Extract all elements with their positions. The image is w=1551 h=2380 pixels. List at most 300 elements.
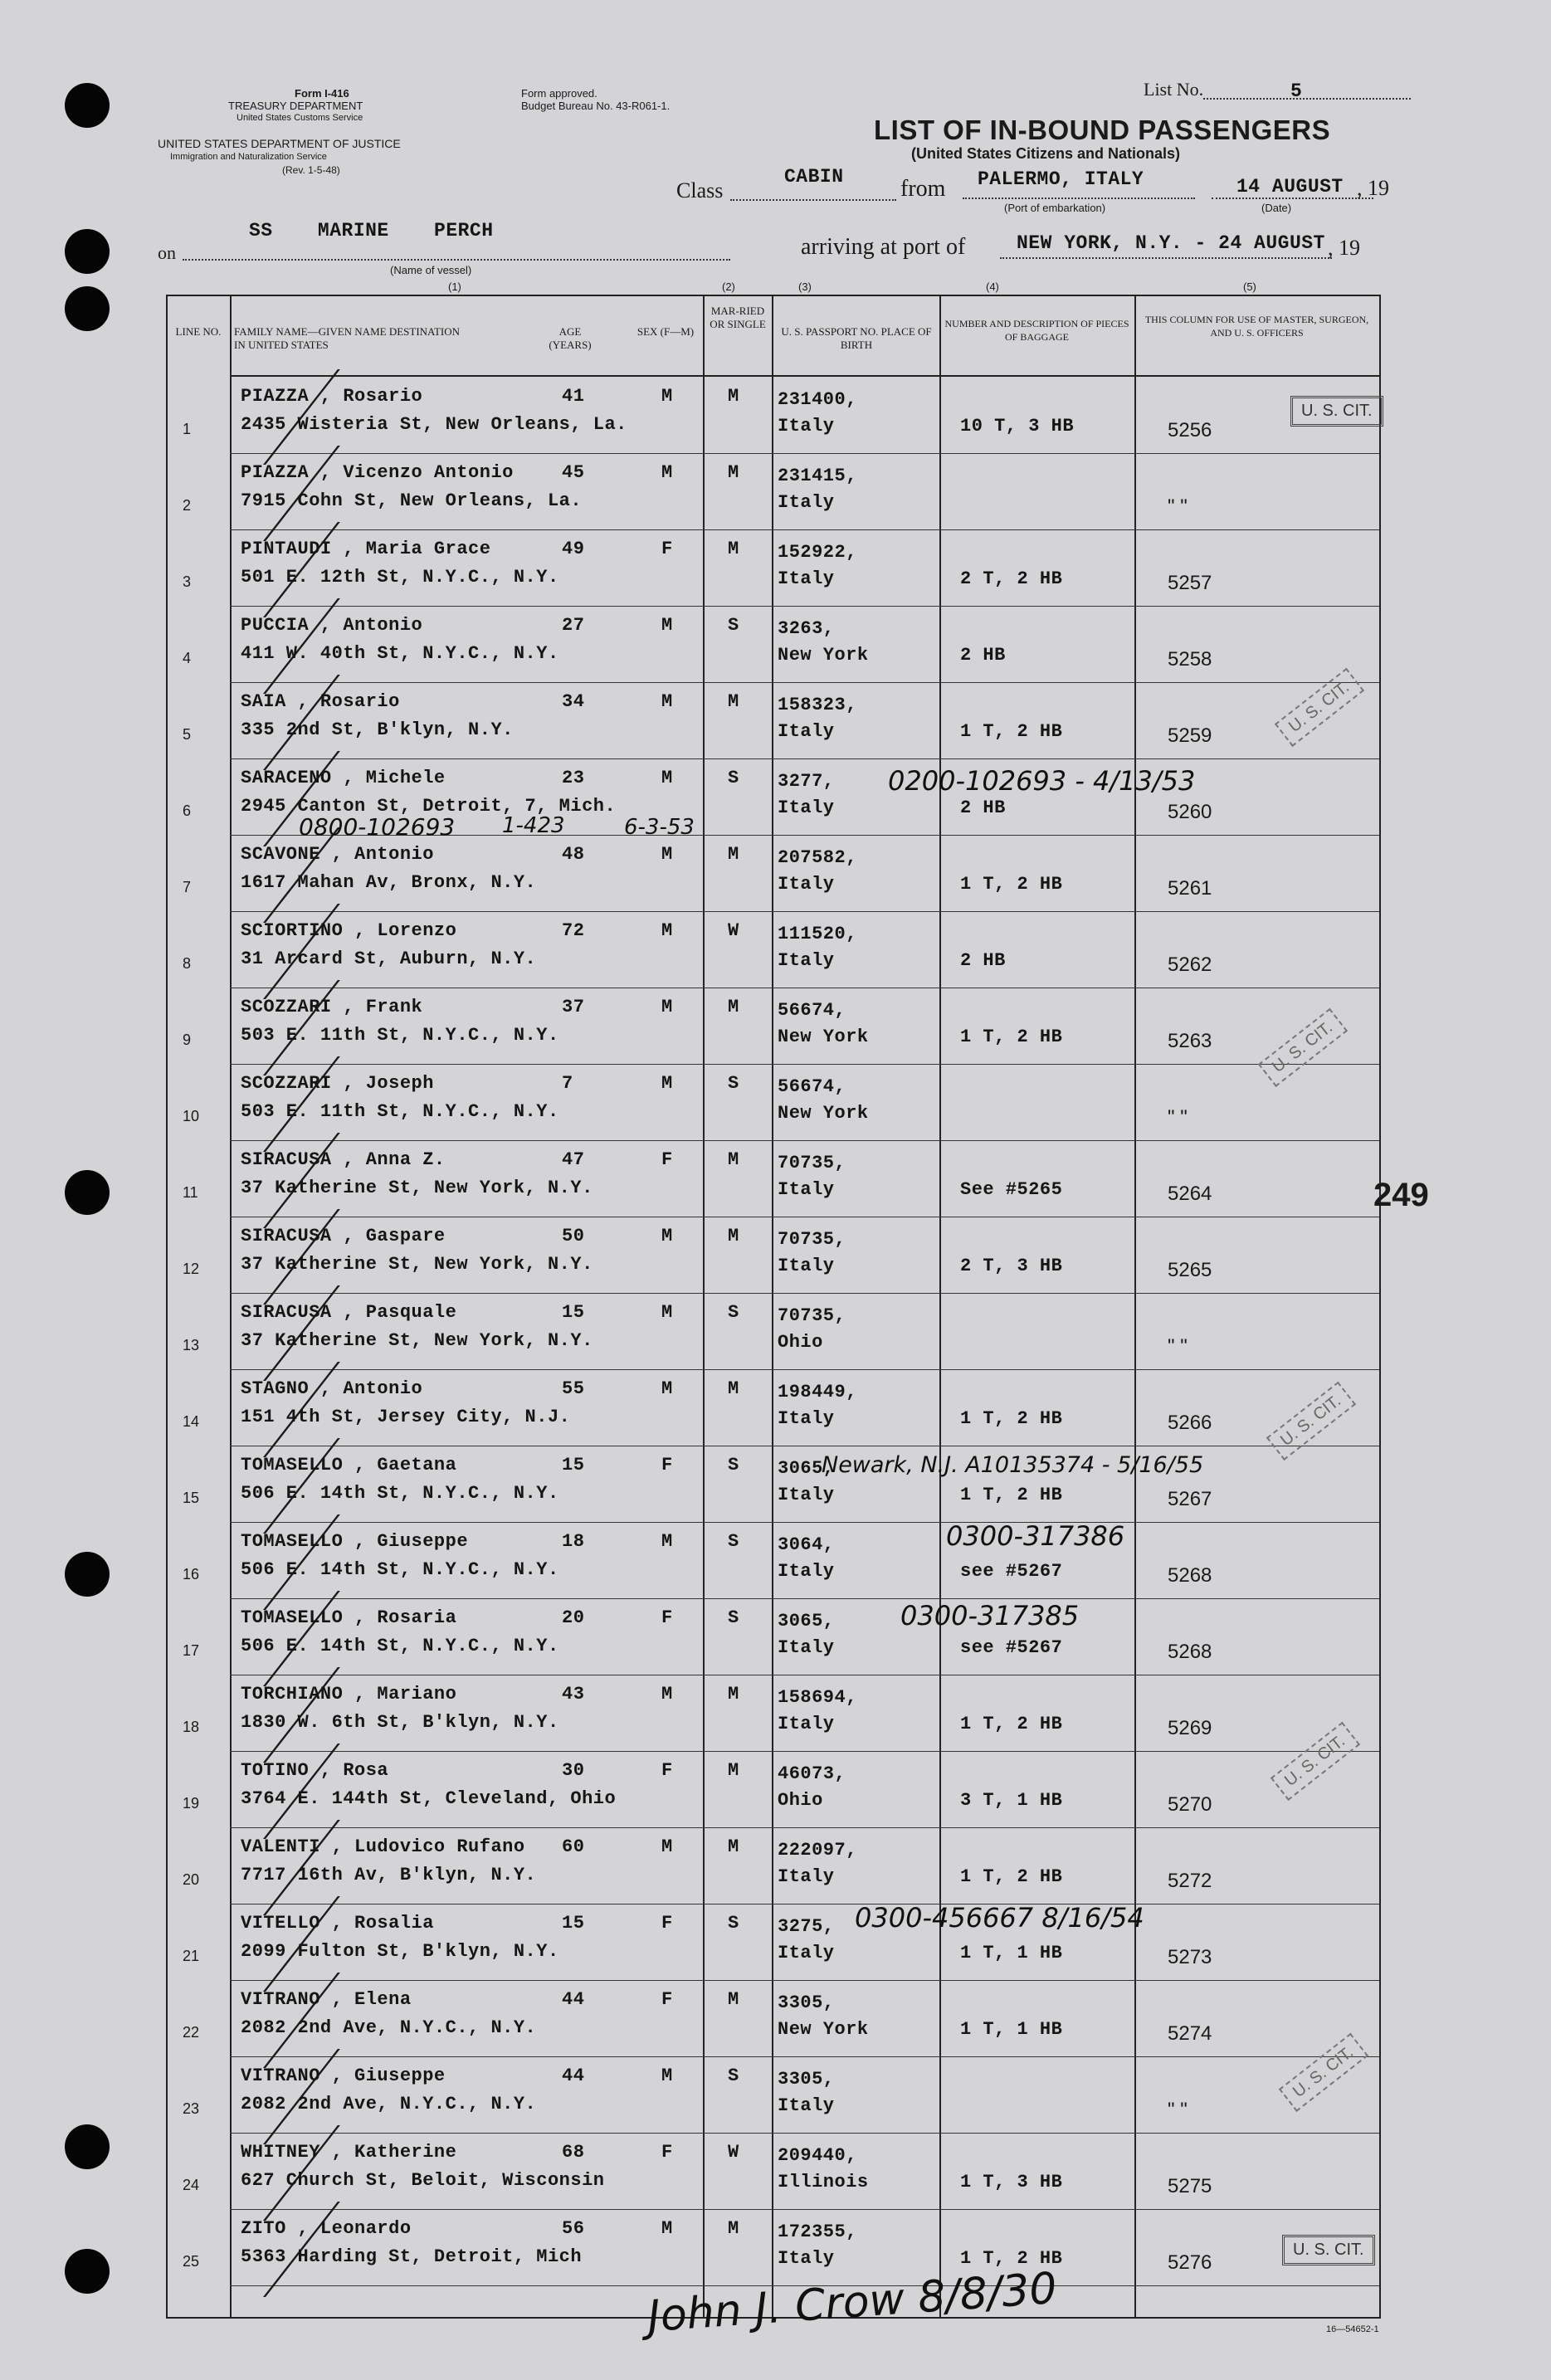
- col-index-4: (4): [986, 280, 999, 293]
- passenger-name: SIRACUSA , Anna Z.: [241, 1149, 446, 1170]
- baggage-tag-number: 5269: [1168, 1717, 1212, 1739]
- passenger-name: VITRANO , Giuseppe: [241, 2065, 446, 2086]
- form-number: Form I-416: [295, 87, 349, 100]
- marital-status: M: [728, 844, 739, 865]
- embarkation-port: PALERMO, ITALY: [978, 168, 1144, 190]
- passenger-address: 151 4th St, Jersey City, N.J.: [241, 1407, 571, 1427]
- baggage: see #5267: [960, 1637, 1063, 1658]
- table-row: [168, 683, 1379, 759]
- passenger-address: 37 Katherine St, New York, N.Y.: [241, 1254, 593, 1275]
- marital-status: M: [728, 1989, 739, 2010]
- handwritten-note: 0300-317386: [946, 1520, 1125, 1552]
- passenger-age: 49: [562, 539, 585, 559]
- passenger-sex: M: [661, 1531, 673, 1552]
- col-age: AGE (YEARS): [549, 325, 592, 351]
- passenger-address: 335 2nd St, B'klyn, N.Y.: [241, 719, 514, 740]
- passport-number: 70735,: [778, 1153, 846, 1173]
- birthplace: Italy: [778, 1714, 835, 1734]
- passenger-name: TOTINO , Rosa: [241, 1760, 389, 1781]
- passenger-age: 45: [562, 462, 585, 483]
- passenger-name: WHITNEY , Katherine: [241, 2142, 457, 2163]
- passenger-address: 2082 2nd Ave, N.Y.C., N.Y.: [241, 2094, 537, 2114]
- passenger-sex: M: [661, 997, 673, 1017]
- passport-number: 158323,: [778, 695, 857, 715]
- line-number: 16: [183, 1566, 200, 1583]
- passenger-address: 627 Church St, Beloit, Wisconsin: [241, 2170, 605, 2191]
- baggage-tag-number: 5272: [1168, 1870, 1212, 1892]
- marital-status: S: [728, 1302, 739, 1323]
- passenger-sex: F: [661, 539, 673, 559]
- passenger-sex: M: [661, 1302, 673, 1323]
- marital-status: M: [728, 1149, 739, 1170]
- col-index-3: (3): [798, 280, 812, 293]
- col-name-destination: FAMILY NAME—GIVEN NAME DESTINATION IN UNITED STATES: [234, 325, 461, 351]
- table-row: [168, 1065, 1379, 1141]
- punch-hole: [65, 1170, 110, 1215]
- birthplace: Italy: [778, 797, 835, 818]
- passenger-age: 20: [562, 1607, 585, 1628]
- passenger-name: PINTAUDI , Maria Grace: [241, 539, 491, 559]
- passport-number: 3275,: [778, 1916, 835, 1937]
- passenger-age: 15: [562, 1455, 585, 1475]
- justice-department: UNITED STATES DEPARTMENT OF JUSTICE: [158, 137, 401, 150]
- marital-status: S: [728, 1073, 739, 1094]
- passenger-sex: F: [661, 1607, 673, 1628]
- baggage-tag-number: 5270: [1168, 1793, 1212, 1816]
- passenger-name: ZITO , Leonardo: [241, 2218, 412, 2239]
- line-number: 9: [183, 1031, 192, 1048]
- marital-status: M: [728, 1684, 739, 1705]
- marital-status: S: [728, 615, 739, 636]
- marital-status: M: [728, 462, 739, 483]
- passenger-name: SAIA , Rosario: [241, 691, 400, 712]
- passenger-address: 1830 W. 6th St, B'klyn, N.Y.: [241, 1712, 559, 1733]
- baggage-tag-number: 5275: [1168, 2175, 1212, 2197]
- passenger-sex: F: [661, 1149, 673, 1170]
- col-index-2: (2): [722, 280, 735, 293]
- passport-number: 3065,: [778, 1611, 835, 1631]
- us-citizen-stamp: U. S. CIT.: [1282, 2235, 1375, 2265]
- table-row: [168, 1141, 1379, 1217]
- baggage: 1 T, 1 HB: [960, 1943, 1063, 1963]
- baggage: 1 T, 2 HB: [960, 2248, 1063, 2269]
- birthplace: New York: [778, 1103, 869, 1124]
- baggage: 2 HB: [960, 645, 1006, 666]
- vessel-name: SS MARINE PERCH: [249, 220, 494, 241]
- arrival-year: , 19: [1328, 236, 1360, 260]
- passport-number: 231400,: [778, 389, 857, 410]
- us-citizen-stamp: U. S. CIT.: [1271, 1722, 1360, 1801]
- baggage-tag-number: 5261: [1168, 877, 1212, 900]
- passenger-name: VITRANO , Elena: [241, 1989, 412, 2010]
- signature: John J. Crow 8/8/30: [646, 2263, 1059, 2343]
- passenger-name: SCIORTINO , Lorenzo: [241, 920, 457, 941]
- line-number: 8: [183, 955, 192, 972]
- passenger-sex: M: [661, 386, 673, 407]
- passenger-age: 43: [562, 1684, 585, 1705]
- marital-status: M: [728, 1226, 739, 1246]
- birthplace: New York: [778, 645, 869, 666]
- passenger-name: STAGNO , Antonio: [241, 1378, 423, 1399]
- baggage: 2 HB: [960, 950, 1006, 971]
- passenger-sex: M: [661, 691, 673, 712]
- line-number: 25: [183, 2253, 200, 2270]
- passenger-age: 27: [562, 615, 585, 636]
- us-citizen-stamp: U. S. CIT.: [1279, 2033, 1368, 2112]
- passenger-address: 2082 2nd Ave, N.Y.C., N.Y.: [241, 2017, 537, 2038]
- marital-status: M: [728, 1836, 739, 1857]
- birthplace: Italy: [778, 874, 835, 895]
- passenger-address: 7717 16th Av, B'klyn, N.Y.: [241, 1865, 537, 1885]
- baggage-tag-number: 5266: [1168, 1412, 1212, 1434]
- birthplace: Italy: [778, 1485, 835, 1505]
- birthplace: Ohio: [778, 1332, 823, 1353]
- passport-number: 3305,: [778, 2069, 835, 2090]
- baggage: 1 T, 2 HB: [960, 1027, 1063, 1047]
- passenger-address: 503 E. 11th St, N.Y.C., N.Y.: [241, 1025, 559, 1046]
- baggage-tag-number: 5264: [1168, 1183, 1212, 1205]
- passenger-address: 2435 Wisteria St, New Orleans, La.: [241, 414, 627, 435]
- passenger-age: 15: [562, 1302, 585, 1323]
- passenger-age: 68: [562, 2142, 585, 2163]
- passenger-address: 501 E. 12th St, N.Y.C., N.Y.: [241, 567, 559, 588]
- birthplace: Italy: [778, 2095, 835, 2116]
- baggage-tag-number: 5259: [1168, 724, 1212, 747]
- passport-number: 56674,: [778, 1000, 846, 1021]
- table-row: [168, 1981, 1379, 2057]
- date-caption: (Date): [1261, 202, 1292, 214]
- handwritten-note: 0300-456667 8/16/54: [855, 1902, 1144, 1934]
- passenger-address: 506 E. 14th St, N.Y.C., N.Y.: [241, 1559, 559, 1580]
- passenger-sex: M: [661, 768, 673, 788]
- baggage: 1 T, 2 HB: [960, 1408, 1063, 1429]
- marital-status: S: [728, 2065, 739, 2086]
- passenger-address: 1617 Mahan Av, Bronx, N.Y.: [241, 872, 537, 893]
- passenger-age: 18: [562, 1531, 585, 1552]
- col-index-1: (1): [448, 280, 461, 293]
- marital-status: S: [728, 768, 739, 788]
- passport-number: 222097,: [778, 1840, 857, 1861]
- passport-number: 3064,: [778, 1534, 835, 1555]
- col-married-single: MAR-RIED OR SINGLE: [710, 305, 766, 330]
- us-citizen-stamp: U. S. CIT.: [1266, 1382, 1356, 1461]
- passenger-address: 5363 Harding St, Detroit, Mich: [241, 2246, 583, 2267]
- passenger-age: 37: [562, 997, 585, 1017]
- line-number: 20: [183, 1871, 200, 1888]
- passenger-age: 30: [562, 1760, 585, 1781]
- birthplace: Italy: [778, 492, 835, 513]
- marital-status: S: [728, 1531, 739, 1552]
- passenger-sex: M: [661, 462, 673, 483]
- handwritten-note: 0200-102693 - 4/13/53: [888, 765, 1196, 797]
- passport-number: 198449,: [778, 1382, 857, 1402]
- table-row: [168, 988, 1379, 1065]
- handwritten-note: 6-3-53: [624, 815, 695, 840]
- marital-status: W: [728, 920, 739, 941]
- passenger-sex: F: [661, 1760, 673, 1781]
- passenger-age: 15: [562, 1913, 585, 1934]
- table-row: [168, 1599, 1379, 1675]
- passenger-name: SCOZZARI , Joseph: [241, 1073, 434, 1094]
- baggage-tag-number: " ": [1168, 1335, 1188, 1358]
- birthplace: Italy: [778, 2248, 835, 2269]
- passenger-sex: M: [661, 1226, 673, 1246]
- passenger-age: 7: [562, 1073, 573, 1094]
- baggage-tag-number: 5262: [1168, 953, 1212, 976]
- birthplace: Italy: [778, 568, 835, 589]
- baggage-tag-number: 5256: [1168, 419, 1212, 441]
- table-row: [168, 1904, 1379, 1981]
- passport-number: 231415,: [778, 466, 857, 486]
- ins-service: Immigration and Naturalization Service: [170, 152, 327, 162]
- page-title: LIST OF IN-BOUND PASSENGERS: [874, 115, 1331, 145]
- embarkation-year: , 19: [1357, 176, 1389, 200]
- passenger-address: 7915 Cohn St, New Orleans, La.: [241, 490, 583, 511]
- customs-service: United States Customs Service: [237, 113, 363, 123]
- baggage: 1 T, 3 HB: [960, 2172, 1063, 2192]
- form-approved: Form approved.: [521, 87, 597, 100]
- passport-number: 3305,: [778, 1992, 835, 2013]
- us-citizen-stamp: U. S. CIT.: [1290, 396, 1383, 427]
- baggage: 3 T, 1 HB: [960, 1790, 1063, 1811]
- passport-number: 70735,: [778, 1305, 846, 1326]
- passport-number: 46073,: [778, 1763, 846, 1784]
- col-line-no: LINE NO.: [175, 325, 222, 338]
- baggage-tag-number: 5258: [1168, 648, 1212, 671]
- passport-number: 70735,: [778, 1229, 846, 1250]
- passenger-sex: M: [661, 844, 673, 865]
- baggage: 1 T, 2 HB: [960, 1485, 1063, 1505]
- passenger-name: TOMASELLO , Giuseppe: [241, 1531, 469, 1552]
- handwritten-note: 1-423: [502, 813, 565, 838]
- col-index-5: (5): [1243, 280, 1256, 293]
- passenger-age: 47: [562, 1149, 585, 1170]
- passenger-name: SIRACUSA , Gaspare: [241, 1226, 446, 1246]
- birthplace: Italy: [778, 950, 835, 971]
- birthplace: Italy: [778, 1408, 835, 1429]
- line-number: 14: [183, 1413, 200, 1430]
- baggage: 1 T, 2 HB: [960, 721, 1063, 742]
- margin-number: 249: [1373, 1177, 1429, 1213]
- table-row: [168, 2210, 1379, 2286]
- line-number: 13: [183, 1337, 200, 1353]
- passenger-age: 41: [562, 386, 585, 407]
- passenger-age: 23: [562, 768, 585, 788]
- baggage: 1 T, 2 HB: [960, 1866, 1063, 1887]
- birthplace: New York: [778, 1027, 869, 1047]
- passenger-sex: M: [661, 1073, 673, 1094]
- birthplace: Italy: [778, 1866, 835, 1887]
- budget-bureau: Budget Bureau No. 43-R061-1.: [521, 100, 671, 112]
- line-number: 18: [183, 1719, 200, 1735]
- table-row: [168, 530, 1379, 607]
- passenger-name: SIRACUSA , Pasquale: [241, 1302, 457, 1323]
- birthplace: Italy: [778, 416, 835, 436]
- col-passport-birthplace: U. S. PASSPORT NO. PLACE OF BIRTH: [781, 325, 932, 351]
- handwritten-note: Newark, N.J. A10135374 - 5/16/55: [822, 1452, 1204, 1478]
- passport-number: 3277,: [778, 771, 835, 792]
- baggage-tag-number: 5263: [1168, 1030, 1212, 1052]
- table-row: [168, 454, 1379, 530]
- baggage-tag-number: " ": [1168, 495, 1188, 518]
- line-number: 5: [183, 726, 192, 743]
- passenger-age: 44: [562, 2065, 585, 2086]
- passenger-name: SARACENO , Michele: [241, 768, 446, 788]
- treasury-department: TREASURY DEPARTMENT: [228, 100, 363, 112]
- baggage: 1 T, 1 HB: [960, 2019, 1063, 2040]
- embarkation-date: 14 AUGUST: [1236, 176, 1344, 198]
- table-row: [168, 1370, 1379, 1446]
- passenger-age: 48: [562, 844, 585, 865]
- us-citizen-stamp: U. S. CIT.: [1258, 1008, 1348, 1087]
- passenger-sex: F: [661, 1913, 673, 1934]
- passenger-age: 34: [562, 691, 585, 712]
- passenger-sex: M: [661, 1836, 673, 1857]
- punch-hole: [65, 83, 110, 128]
- passport-number: 3263,: [778, 618, 835, 639]
- passenger-age: 55: [562, 1378, 585, 1399]
- baggage: 10 T, 3 HB: [960, 416, 1075, 436]
- birthplace: Italy: [778, 1179, 835, 1200]
- us-citizen-stamp: U. S. CIT.: [1275, 668, 1364, 747]
- marital-status: M: [728, 997, 739, 1017]
- passenger-sex: M: [661, 2218, 673, 2239]
- punch-hole: [65, 229, 110, 274]
- passenger-name: PUCCIA , Antonio: [241, 615, 423, 636]
- passenger-name: VALENTI , Ludovico Rufano: [241, 1836, 525, 1857]
- punch-hole: [65, 2124, 110, 2169]
- passport-number: 209440,: [778, 2145, 857, 2166]
- marital-status: M: [728, 1760, 739, 1781]
- birthplace: Illinois: [778, 2172, 869, 2192]
- baggage-tag-number: 5257: [1168, 572, 1212, 594]
- class-label: Class: [676, 178, 724, 202]
- birthplace: Italy: [778, 1256, 835, 1276]
- class-value: CABIN: [784, 166, 844, 188]
- passenger-address: 31 Arcard St, Auburn, N.Y.: [241, 949, 537, 969]
- marital-status: M: [728, 539, 739, 559]
- marital-status: W: [728, 2142, 739, 2163]
- passport-number: 152922,: [778, 542, 857, 563]
- baggage: 2 T, 2 HB: [960, 568, 1063, 589]
- page-subtitle: (United States Citizens and Nationals): [911, 145, 1181, 162]
- marital-status: M: [728, 2218, 739, 2239]
- passenger-sex: F: [661, 1989, 673, 2010]
- passenger-sex: F: [661, 1455, 673, 1475]
- passenger-name: SCOZZARI , Frank: [241, 997, 423, 1017]
- passenger-name: SCAVONE , Antonio: [241, 844, 434, 865]
- passenger-sex: M: [661, 2065, 673, 2086]
- passenger-sex: M: [661, 615, 673, 636]
- marital-status: S: [728, 1913, 739, 1934]
- line-number: 21: [183, 1948, 200, 1964]
- passenger-sex: M: [661, 1684, 673, 1705]
- line-number: 10: [183, 1108, 200, 1124]
- passenger-name: PIAZZA , Vicenzo Antonio: [241, 462, 514, 483]
- list-no-label: List No.: [1144, 79, 1204, 100]
- baggage-tag-number: 5267: [1168, 1488, 1212, 1510]
- col-sex: SEX (F—M): [636, 325, 695, 338]
- marital-status: M: [728, 386, 739, 407]
- arriving-label: arriving at port of: [801, 234, 966, 260]
- passport-number: 3065,: [778, 1458, 835, 1479]
- passenger-name: TOMASELLO , Gaetana: [241, 1455, 457, 1475]
- punch-hole: [65, 1552, 110, 1597]
- baggage: 2 HB: [960, 797, 1006, 818]
- table-row: [168, 2057, 1379, 2134]
- passenger-address: 2099 Fulton St, B'klyn, N.Y.: [241, 1941, 559, 1962]
- passenger-name: TOMASELLO , Rosaria: [241, 1607, 457, 1628]
- passenger-age: 44: [562, 1989, 585, 2010]
- passenger-name: PIAZZA , Rosario: [241, 386, 423, 407]
- marital-status: S: [728, 1607, 739, 1628]
- list-no-value: 5: [1290, 80, 1303, 102]
- passenger-age: 50: [562, 1226, 585, 1246]
- handwritten-note: 0800-102693: [299, 813, 456, 841]
- passport-number: 56674,: [778, 1076, 846, 1097]
- line-number: 6: [183, 802, 192, 819]
- table-row: [168, 1523, 1379, 1599]
- passport-number: 172355,: [778, 2221, 857, 2242]
- passenger-age: 56: [562, 2218, 585, 2239]
- passenger-sex: F: [661, 2142, 673, 2163]
- table-row: [168, 1294, 1379, 1370]
- table-row: [168, 836, 1379, 912]
- marital-status: S: [728, 1455, 739, 1475]
- line-number: 12: [183, 1261, 200, 1277]
- table-row: [168, 378, 1379, 454]
- passenger-table: [166, 295, 1381, 2319]
- baggage-tag-number: " ": [1168, 1106, 1188, 1129]
- vessel-caption: (Name of vessel): [390, 264, 472, 276]
- baggage: See #5265: [960, 1179, 1063, 1200]
- baggage-tag-number: 5274: [1168, 2022, 1212, 2045]
- passenger-age: 60: [562, 1836, 585, 1857]
- line-number: 15: [183, 1490, 200, 1506]
- baggage: 1 T, 2 HB: [960, 1714, 1063, 1734]
- birthplace: Ohio: [778, 1790, 823, 1811]
- revision-date: (Rev. 1-5-48): [282, 164, 340, 176]
- passenger-address: 506 E. 14th St, N.Y.C., N.Y.: [241, 1483, 559, 1504]
- passenger-address: 506 E. 14th St, N.Y.C., N.Y.: [241, 1636, 559, 1656]
- birthplace: Italy: [778, 1943, 835, 1963]
- col-officers: THIS COLUMN FOR USE OF MASTER, SURGEON, AND U. S. OFFICERS: [1144, 314, 1369, 339]
- passenger-age: 72: [562, 920, 585, 941]
- table-row: [168, 2134, 1379, 2210]
- birthplace: Italy: [778, 721, 835, 742]
- passport-number: 207582,: [778, 847, 857, 868]
- table-row: [168, 1828, 1379, 1904]
- col-baggage: NUMBER AND DESCRIPTION OF PIECES OF BAGGAGE: [944, 318, 1129, 343]
- punch-hole: [65, 2249, 110, 2294]
- baggage-tag-number: 5265: [1168, 1259, 1212, 1281]
- line-number: 17: [183, 1642, 200, 1659]
- baggage-tag-number: 5268: [1168, 1564, 1212, 1587]
- birthplace: New York: [778, 2019, 869, 2040]
- passenger-address: 411 W. 40th St, N.Y.C., N.Y.: [241, 643, 559, 664]
- passenger-sex: M: [661, 1378, 673, 1399]
- line-number: 22: [183, 2024, 200, 2041]
- line-number: 11: [183, 1184, 198, 1201]
- birthplace: Italy: [778, 1561, 835, 1582]
- passport-number: 111520,: [778, 924, 857, 944]
- line-number: 19: [183, 1795, 200, 1812]
- line-number: 4: [183, 650, 192, 666]
- on-label: on: [158, 242, 176, 263]
- baggage-tag-number: 5268: [1168, 1641, 1212, 1663]
- baggage-tag-number: 5273: [1168, 1946, 1212, 1968]
- passenger-name: TORCHIANO , Mariano: [241, 1684, 457, 1705]
